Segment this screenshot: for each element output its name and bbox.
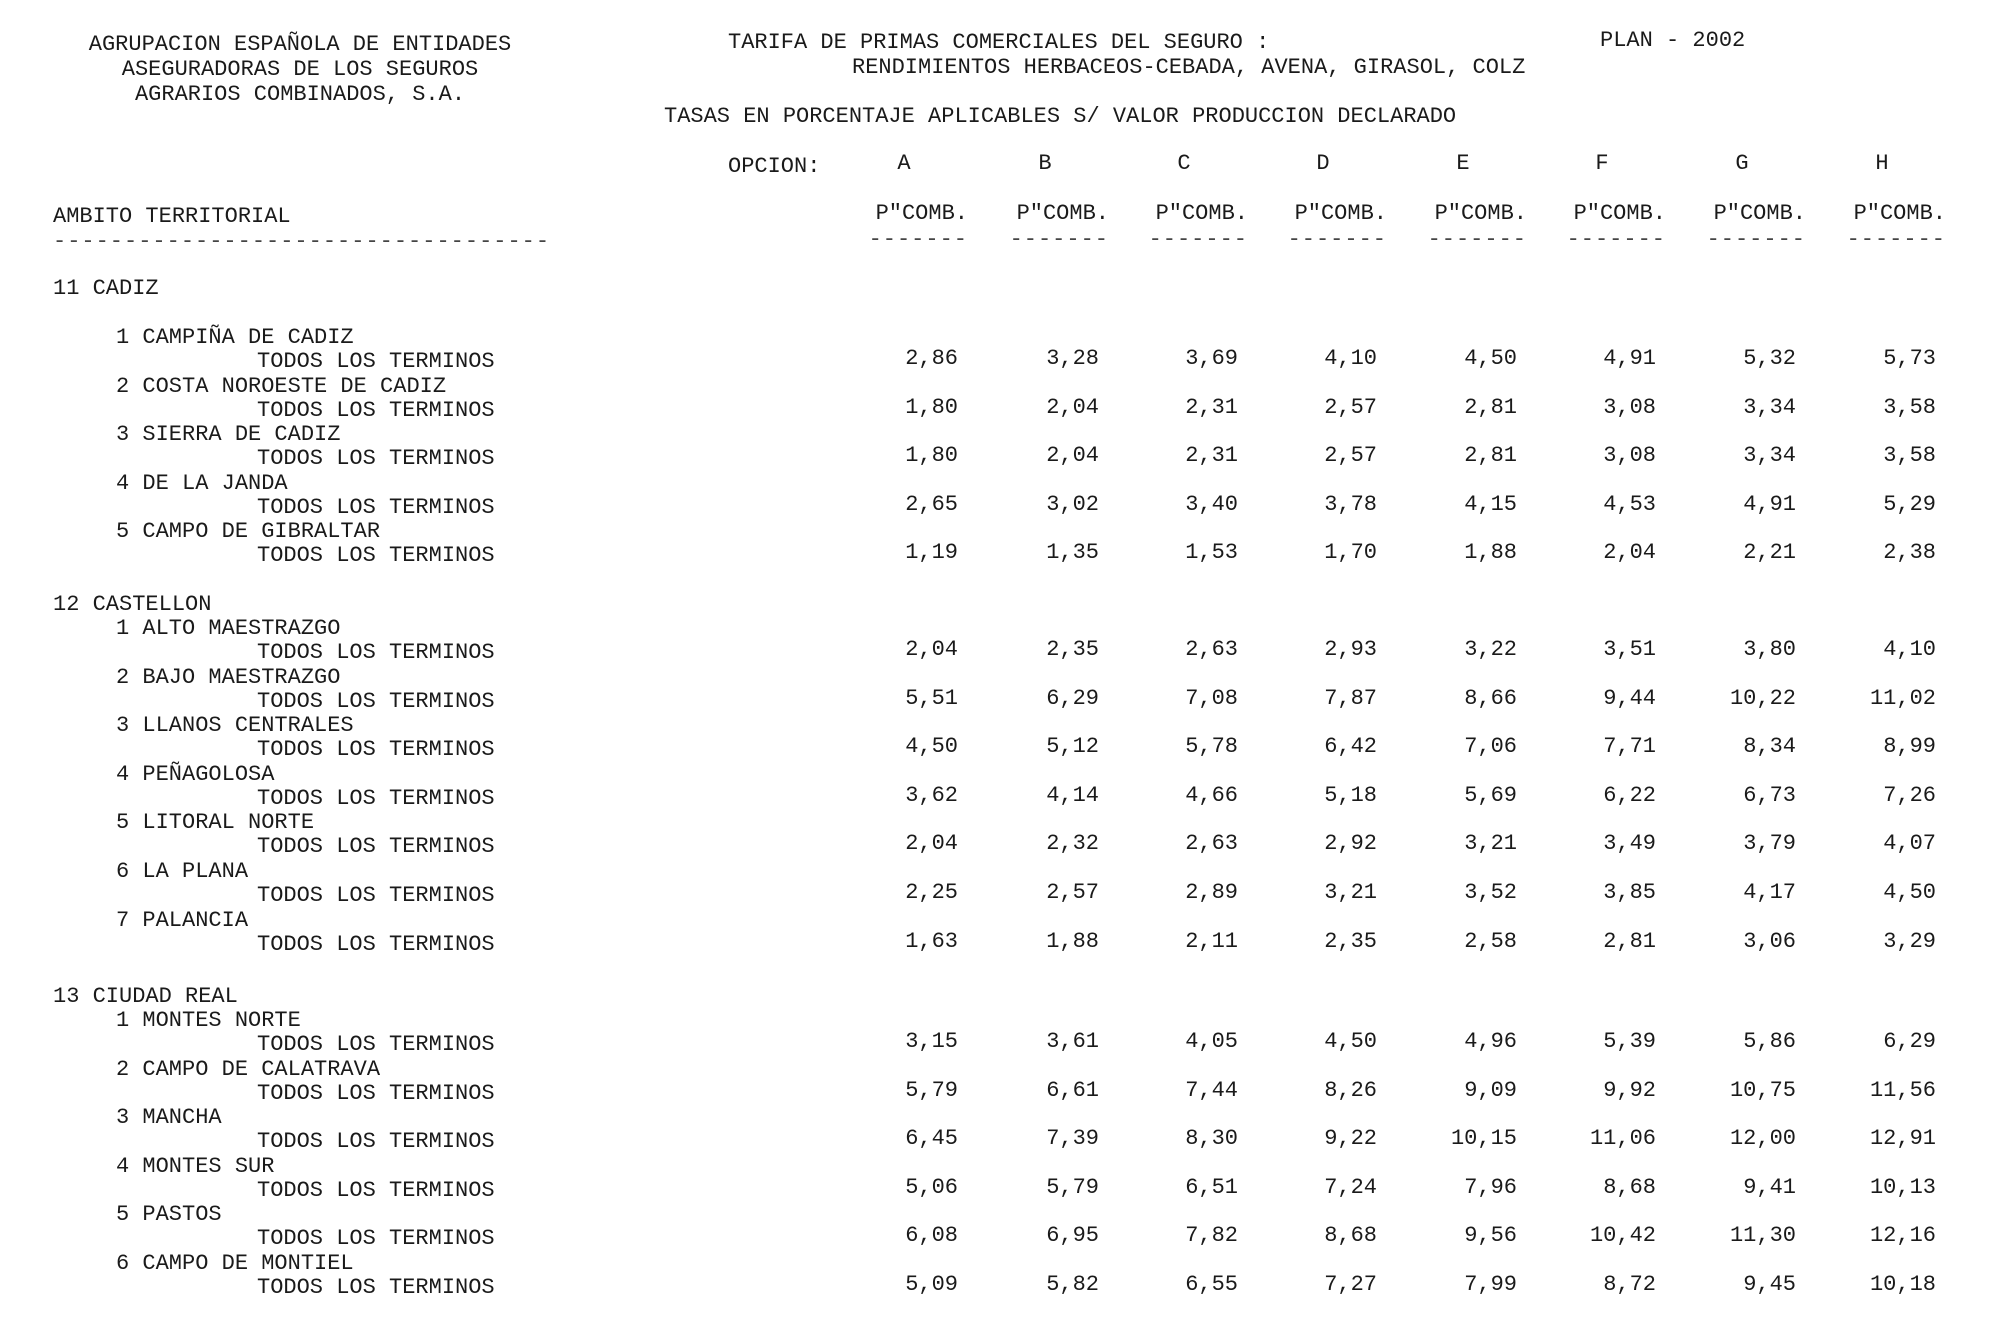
rate-value: 6,08 [905,1223,958,1249]
term-label: TODOS LOS TERMINOS [257,1226,495,1252]
term-label: TODOS LOS TERMINOS [257,688,495,714]
rate-value: 7,87 [1324,685,1377,711]
area-name: 3 SIERRA DE CADIZ [116,422,341,448]
rate-value: 5,39 [1603,1029,1656,1054]
rate-value: 9,44 [1603,685,1656,711]
rate-value: 3,85 [1603,880,1656,905]
area-name: 1 CAMPIÑA DE CADIZ [116,325,354,350]
rate-value: 2,35 [1046,637,1099,662]
rate-value: 4,50 [1464,346,1517,371]
rate-value: 3,15 [905,1029,958,1054]
rate-value: 9,22 [1324,1126,1377,1152]
rate-value: 5,78 [1185,734,1238,760]
header-rule: ----------------------------------- [53,229,551,254]
area-name: 4 DE LA JANDA [116,470,288,496]
province-heading: 12 CASTELLON [53,592,212,617]
rate-value: 2,86 [905,346,958,371]
rate-value: 1,70 [1324,540,1377,566]
rate-value: 4,50 [1324,1029,1377,1054]
rate-value: 2,63 [1185,831,1238,857]
rate-value: 6,29 [1883,1029,1936,1054]
rate-value: 5,29 [1883,491,1936,517]
rate-value: 2,04 [1603,540,1656,566]
rate-value: 9,41 [1743,1174,1796,1200]
rate-value: 5,82 [1046,1272,1099,1297]
rate-value: 5,32 [1743,346,1796,371]
org-name-line-2: ASEGURADORAS DE LOS SEGUROS [121,57,479,82]
rate-value: 6,29 [1046,685,1099,711]
column-header-pcomb: P"COMB. [1155,201,1248,226]
column-rule: ------- [1706,227,1806,252]
rate-value: 2,04 [905,637,958,662]
rate-value: 7,24 [1324,1174,1377,1200]
rate-value: 10,13 [1869,1174,1936,1200]
term-label: TODOS LOS TERMINOS [257,785,495,811]
rate-value: 2,04 [905,831,958,857]
area-name: 4 PEÑAGOLOSA [116,761,275,787]
rate-value: 2,63 [1185,637,1238,662]
rate-value: 3,52 [1464,880,1517,905]
rate-value: 4,66 [1185,782,1238,808]
rate-value: 3,40 [1185,491,1238,517]
rate-value: 5,12 [1046,734,1099,760]
rate-value: 2,04 [1046,443,1099,469]
rate-value: 8,72 [1603,1272,1656,1297]
rate-value: 6,45 [905,1126,958,1152]
term-label: TODOS LOS TERMINOS [257,543,495,569]
rate-value: 2,35 [1324,928,1377,954]
column-header-pcomb: P"COMB. [1713,201,1806,226]
rate-value: 3,08 [1603,443,1656,469]
rate-value: 2,38 [1883,540,1936,566]
area-name: 5 PASTOS [116,1202,222,1228]
rate-value: 4,50 [905,734,958,760]
rate-value: 5,18 [1324,782,1377,808]
rate-value: 9,09 [1464,1077,1517,1103]
rate-value: 2,57 [1324,443,1377,469]
area-name: 1 ALTO MAESTRAZGO [116,616,341,641]
rate-value: 5,73 [1883,346,1936,371]
rate-value: 2,31 [1185,394,1238,420]
rate-value: 4,10 [1324,346,1377,371]
column-header-pcomb: P"COMB. [1434,201,1527,226]
option-letter-h: H [1875,151,1889,176]
column-rule: ------- [868,227,968,252]
rate-value: 3,34 [1743,394,1796,420]
option-letter-b: B [1038,151,1052,176]
rate-value: 3,29 [1883,928,1936,954]
term-label: TODOS LOS TERMINOS [257,1129,495,1155]
rate-value: 3,80 [1743,637,1796,662]
rate-value: 1,88 [1464,540,1517,566]
rate-value: 10,42 [1589,1223,1656,1249]
rate-value: 4,91 [1603,346,1656,371]
area-name: 5 LITORAL NORTE [116,810,315,836]
rates-description: TASAS EN PORCENTAJE APLICABLES S/ VALOR PRODUCCION DECLARADO [664,104,1457,129]
rate-value: 5,79 [1046,1174,1099,1200]
term-label: TODOS LOS TERMINOS [257,1275,495,1300]
rate-value: 2,57 [1046,880,1099,905]
area-name: 6 CAMPO DE MONTIEL [116,1251,354,1276]
rate-value: 2,21 [1743,540,1796,566]
rate-value: 3,51 [1603,637,1656,662]
term-label: TODOS LOS TERMINOS [257,931,495,957]
rate-value: 9,56 [1464,1223,1517,1249]
rate-value: 2,11 [1185,928,1238,954]
rate-value: 2,57 [1324,394,1377,420]
rate-value: 8,26 [1324,1077,1377,1103]
plan-label: PLAN - 2002 [1600,28,1746,53]
rate-value: 4,91 [1743,491,1796,517]
province-heading: 11 CADIZ [53,276,159,301]
column-rule: ------- [1427,227,1527,252]
rate-value: 7,99 [1464,1272,1517,1297]
term-label: TODOS LOS TERMINOS [257,1177,495,1203]
column-header-pcomb: P"COMB. [875,201,968,226]
rate-value: 2,25 [905,880,958,905]
rate-value: 7,82 [1185,1223,1238,1249]
document-subtitle: RENDIMIENTOS HERBACEOS-CEBADA, AVENA, GIRASOL, COLZ [852,55,1526,80]
rate-value: 2,93 [1324,637,1377,662]
rate-value: 2,32 [1046,831,1099,857]
rate-value: 4,50 [1883,880,1936,905]
area-name: 3 MANCHA [116,1105,222,1131]
rate-value: 3,78 [1324,491,1377,517]
column-rule: ------- [1287,227,1387,252]
rate-value: 1,63 [905,928,958,954]
rate-value: 11,02 [1869,685,1936,711]
column-header-pcomb: P"COMB. [1016,201,1109,226]
rate-value: 7,71 [1603,734,1656,760]
term-label: TODOS LOS TERMINOS [257,640,495,665]
rate-value: 3,58 [1883,443,1936,469]
rate-value: 12,16 [1869,1223,1936,1249]
rate-value: 7,06 [1464,734,1517,760]
rate-value: 7,26 [1883,782,1936,808]
term-label: TODOS LOS TERMINOS [257,834,495,860]
rate-value: 2,65 [905,491,958,517]
rate-value: 4,05 [1185,1029,1238,1054]
rate-value: 5,51 [905,685,958,711]
term-label: TODOS LOS TERMINOS [257,397,495,423]
term-label: TODOS LOS TERMINOS [257,446,495,472]
column-rule: ------- [1009,227,1109,252]
column-header-pcomb: P"COMB. [1294,201,1387,226]
rate-value: 10,18 [1869,1272,1936,1297]
area-name: 3 LLANOS CENTRALES [116,713,354,739]
document-title: TARIFA DE PRIMAS COMERCIALES DEL SEGURO : [728,30,1270,55]
rate-value: 9,45 [1743,1272,1796,1297]
rate-value: 7,39 [1046,1126,1099,1152]
area-name: 5 CAMPO DE GIBRALTAR [116,519,381,545]
rate-value: 5,09 [905,1272,958,1297]
province-heading: 13 CIUDAD REAL [53,984,238,1009]
rate-value: 2,81 [1464,394,1517,420]
rate-value: 6,73 [1743,782,1796,808]
rate-value: 2,81 [1603,928,1656,954]
rate-value: 8,66 [1464,685,1517,711]
rate-value: 6,42 [1324,734,1377,760]
rate-value: 5,79 [905,1077,958,1103]
rate-value: 12,91 [1869,1126,1936,1152]
rate-value: 3,08 [1603,394,1656,420]
rate-value: 11,06 [1589,1126,1656,1152]
rate-value: 8,30 [1185,1126,1238,1152]
rate-value: 2,89 [1185,880,1238,905]
rate-value: 7,96 [1464,1174,1517,1200]
term-label: TODOS LOS TERMINOS [257,349,495,374]
rate-value: 6,55 [1185,1272,1238,1297]
rate-value: 3,62 [905,782,958,808]
term-label: TODOS LOS TERMINOS [257,737,495,763]
territorial-scope-header: AMBITO TERRITORIAL [53,204,291,229]
term-label: TODOS LOS TERMINOS [257,1032,495,1057]
area-name: 2 CAMPO DE CALATRAVA [116,1056,381,1082]
option-letter-e: E [1456,151,1470,176]
column-rule: ------- [1148,227,1248,252]
rate-value: 2,31 [1185,443,1238,469]
rate-value: 9,92 [1603,1077,1656,1103]
rate-value: 4,10 [1883,637,1936,662]
rate-value: 10,75 [1729,1077,1796,1103]
option-letter-g: G [1735,151,1749,176]
rate-value: 1,80 [905,394,958,420]
rate-value: 1,80 [905,443,958,469]
rate-value: 6,51 [1185,1174,1238,1200]
rate-value: 8,34 [1743,734,1796,760]
rate-value: 2,58 [1464,928,1517,954]
term-label: TODOS LOS TERMINOS [257,883,495,908]
rate-value: 12,00 [1729,1126,1796,1152]
rate-value: 11,30 [1729,1223,1796,1249]
column-rule: ------- [1846,227,1946,252]
option-label: OPCION: [728,154,821,179]
column-rule: ------- [1566,227,1666,252]
area-name: 6 LA PLANA [116,859,249,884]
rate-value: 1,53 [1185,540,1238,566]
rate-value: 4,15 [1464,491,1517,517]
rate-value: 3,61 [1046,1029,1099,1054]
area-name: 2 BAJO MAESTRAZGO [116,664,341,690]
rate-value: 3,69 [1185,346,1238,371]
rate-value: 7,44 [1185,1077,1238,1103]
rate-value: 8,68 [1324,1223,1377,1249]
rate-value: 4,14 [1046,782,1099,808]
rate-value: 2,04 [1046,394,1099,420]
rate-value: 3,02 [1046,491,1099,517]
option-letter-d: D [1316,151,1330,176]
rate-value: 8,68 [1603,1174,1656,1200]
rate-value: 3,34 [1743,443,1796,469]
rate-value: 2,81 [1464,443,1517,469]
rate-value: 3,49 [1603,831,1656,857]
rate-value: 1,88 [1046,928,1099,954]
area-name: 2 COSTA NOROESTE DE CADIZ [116,373,447,399]
term-label: TODOS LOS TERMINOS [257,494,495,520]
rate-value: 3,21 [1464,831,1517,857]
rate-value: 7,27 [1324,1272,1377,1297]
org-name-line-1: AGRUPACION ESPAÑOLA DE ENTIDADES [88,32,512,57]
area-name: 7 PALANCIA [116,907,249,933]
rate-value: 5,86 [1743,1029,1796,1054]
rate-value: 3,79 [1743,831,1796,857]
option-letter-a: A [897,151,911,176]
area-name: 1 MONTES NORTE [116,1008,301,1033]
rate-value: 1,35 [1046,540,1099,566]
rate-value: 3,06 [1743,928,1796,954]
column-header-pcomb: P"COMB. [1573,201,1666,226]
option-letter-c: C [1177,151,1191,176]
rate-value: 6,22 [1603,782,1656,808]
rate-value: 6,95 [1046,1223,1099,1249]
rate-value: 10,15 [1450,1126,1517,1152]
rate-value: 3,28 [1046,346,1099,371]
rate-value: 5,69 [1464,782,1517,808]
term-label: TODOS LOS TERMINOS [257,1080,495,1106]
rate-value: 11,56 [1869,1077,1936,1103]
rate-value: 5,06 [905,1174,958,1200]
rate-value: 4,07 [1883,831,1936,857]
column-header-pcomb: P"COMB. [1853,201,1946,226]
rate-value: 1,19 [905,540,958,566]
rate-value: 8,99 [1883,734,1936,760]
rate-value: 4,53 [1603,491,1656,517]
rate-value: 3,21 [1324,880,1377,905]
rate-value: 6,61 [1046,1077,1099,1103]
rate-value: 3,22 [1464,637,1517,662]
rate-value: 4,17 [1743,880,1796,905]
rate-value: 3,58 [1883,394,1936,420]
rate-value: 4,96 [1464,1029,1517,1054]
rate-value: 2,92 [1324,831,1377,857]
rate-value: 7,08 [1185,685,1238,711]
area-name: 4 MONTES SUR [116,1153,275,1179]
rate-value: 10,22 [1729,685,1796,711]
option-letter-f: F [1595,151,1609,176]
org-name-line-3: AGRARIOS COMBINADOS, S.A. [134,82,466,107]
